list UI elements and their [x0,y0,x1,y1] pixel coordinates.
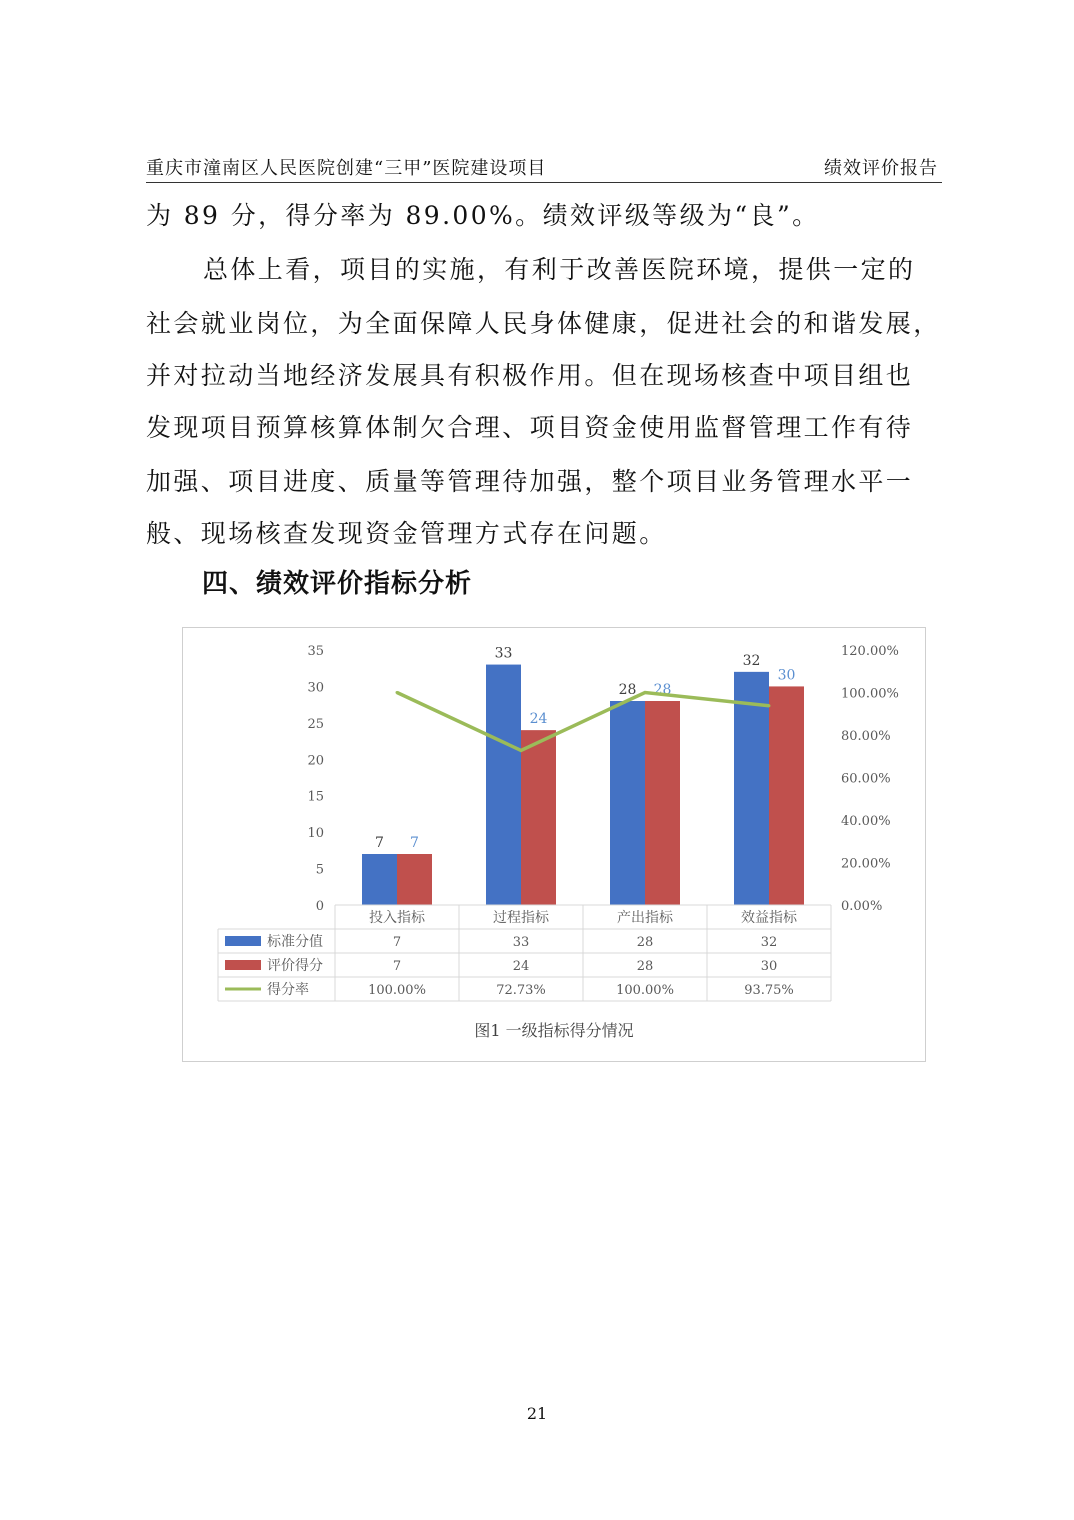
legend-label: 标准分值 [267,934,323,950]
left-axis-tick: 35 [307,644,324,659]
left-axis-tick: 0 [315,899,324,914]
body-para-line: 社会就业岗位，为全面保障人民身体健康，促进社会的和谐发展， [146,309,941,338]
legend-label: 得分率 [267,982,309,998]
right-axis-tick: 40.00% [841,814,891,829]
table-cell: 100.00% [368,983,426,998]
bar-score [397,854,432,905]
table-cell: 28 [636,935,654,950]
legend-swatch-0 [225,936,261,946]
bar-data-label: 7 [375,835,384,851]
right-axis-tick: 120.00% [841,644,899,659]
chart-container [182,627,926,1062]
legend-swatch-1 [225,960,261,970]
table-cell: 30 [760,959,778,974]
table-cell: 24 [512,959,530,974]
category-label: 投入指标 [369,910,425,926]
body-line-1: 为 89 分，得分率为 89.00%。绩效评级等级为“良”。 [146,201,820,230]
body-para-line: 加强、项目进度、质量等管理待加强，整个项目业务管理水平一 [146,467,914,496]
rate-point [644,691,647,694]
table-cell: 33 [512,935,530,950]
bar-data-label: 33 [494,645,513,662]
header-title: 重庆市潼南区人民医院创建“三甲”医院建设项目 [146,158,547,179]
bar-score [521,730,556,905]
bar-data-label: 28 [653,682,672,698]
body-para-line: 总体上看，项目的实施，有利于改善医院环境，提供一定的 [203,255,916,284]
right-axis-tick: 0.00% [841,899,883,914]
left-axis-tick: 30 [307,680,324,696]
bar-line-chart [183,628,925,1061]
table-cell: 7 [392,935,402,950]
body-para-line: 并对拉动当地经济发展具有积极作用。但在现场核查中项目组也 [146,361,914,390]
category-label: 产出指标 [617,910,673,926]
rate-point [768,704,771,707]
right-axis-tick: 20.00% [841,856,891,872]
left-axis-tick: 20 [307,753,324,769]
left-axis-tick: 10 [307,826,324,842]
right-axis-tick: 60.00% [841,771,891,787]
table-cell: 100.00% [616,983,674,998]
rate-line [397,693,769,751]
table-cell: 28 [636,959,654,974]
bar-data-label: 28 [618,682,637,698]
table-cell: 72.73% [496,983,546,998]
bar-score [769,686,804,905]
table-cell: 93.75% [744,983,794,998]
body-para-line: 般、现场核查发现资金管理方式存在问题。 [146,519,667,548]
rate-point [396,691,399,694]
header-report-type: 绩效评价报告 [824,158,938,179]
table-cell: 32 [760,935,778,950]
bar-data-label: 32 [742,652,761,669]
left-axis-tick: 25 [307,716,324,732]
legend-label: 评价得分 [267,958,323,974]
bar-standard [486,665,521,905]
bar-standard [362,854,397,905]
table-cell: 7 [392,959,402,974]
chart-caption: 图1 一级指标得分情况 [474,1021,634,1040]
rate-point [520,749,523,752]
bar-data-label: 7 [410,835,419,851]
left-axis-tick: 5 [315,862,324,878]
category-label: 过程指标 [493,910,549,926]
bar-data-label: 24 [529,711,548,728]
section-heading: 四、绩效评价指标分析 [202,569,473,599]
body-para-line: 发现项目预算核算体制欠合理、项目资金使用监督管理工作有待 [146,413,914,442]
page-number: 21 [526,1404,548,1423]
page-header [146,150,942,183]
category-label: 效益指标 [741,910,797,926]
bar-standard [610,701,645,905]
bar-score [645,701,680,905]
right-axis-tick: 80.00% [841,729,891,744]
bar-data-label: 30 [777,667,796,684]
left-axis-tick: 15 [307,789,324,805]
right-axis-tick: 100.00% [841,686,899,702]
